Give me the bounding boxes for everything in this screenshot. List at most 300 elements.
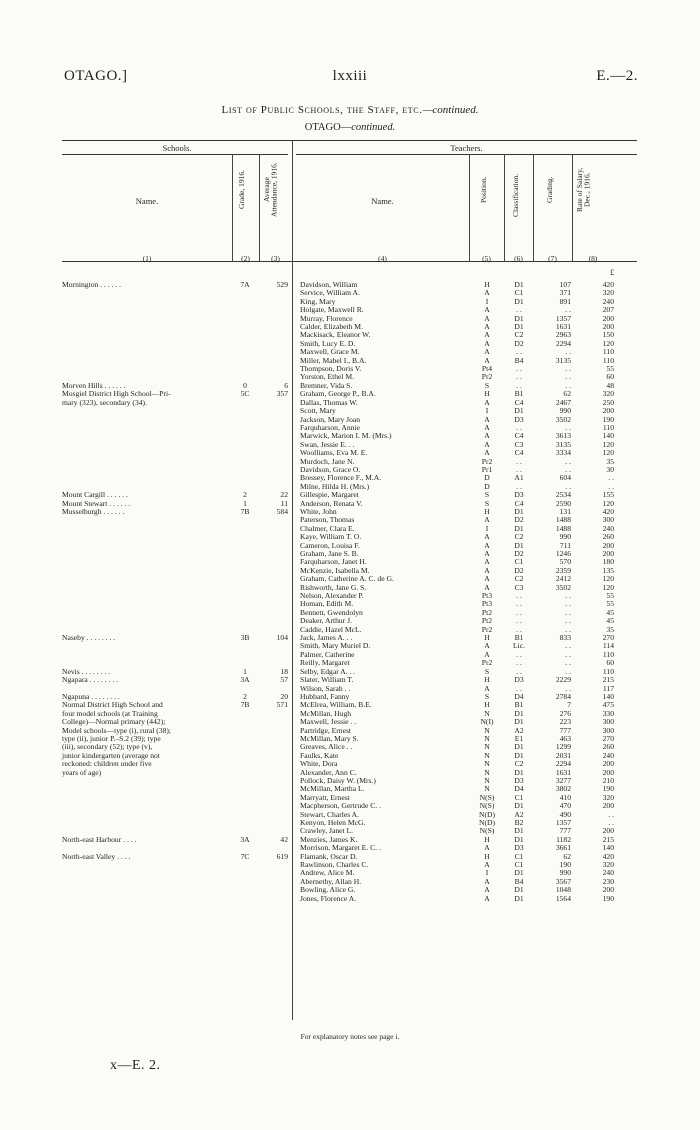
position-cell: A bbox=[484, 641, 490, 651]
position-cell: A bbox=[484, 313, 490, 323]
grading-cell: 3613 bbox=[555, 431, 571, 441]
classification-cell: . . bbox=[516, 305, 522, 315]
position-cell: Pt3 bbox=[481, 599, 493, 609]
col-divider-salary bbox=[572, 154, 573, 262]
classification-cell: A2 bbox=[514, 809, 524, 819]
grading-cell: 3502 bbox=[555, 582, 571, 592]
position-cell: A bbox=[484, 683, 490, 693]
grading-cell: 833 bbox=[559, 633, 571, 643]
position-cell: Pr2 bbox=[481, 624, 493, 634]
teacher-name-cell: Graham, Jane S. B. bbox=[300, 549, 359, 558]
salary-cell: 48 bbox=[606, 380, 614, 390]
col-divider-grade bbox=[232, 154, 233, 262]
classification-cell: E1 bbox=[514, 733, 524, 743]
running-head-right: E.—2. bbox=[596, 68, 638, 84]
position-cell: A bbox=[484, 574, 490, 584]
grade-cell: 3A bbox=[240, 834, 250, 844]
grading-cell: 371 bbox=[559, 288, 571, 298]
classification-cell: D1 bbox=[514, 313, 524, 323]
grading-cell: 1182 bbox=[556, 834, 571, 844]
attendance-cell: 584 bbox=[276, 506, 288, 516]
grade-cell: 1 bbox=[243, 666, 247, 676]
teacher-name-cell: Rawlinson, Charles C. bbox=[300, 860, 369, 870]
grading-cell: 276 bbox=[559, 708, 571, 718]
grading-cell: . . bbox=[565, 666, 571, 676]
title-text: List of Public Schools, the Staff, etc. bbox=[221, 104, 423, 116]
position-cell: A bbox=[484, 322, 490, 332]
grading-cell: . . bbox=[565, 364, 571, 374]
grading-cell: 2467 bbox=[555, 397, 571, 407]
position-cell: Pt2 bbox=[481, 607, 493, 617]
teacher-name-cell: Paterson, Thomas bbox=[300, 515, 355, 525]
page-number: lxxiii bbox=[332, 68, 368, 84]
teacher-name-cell: Morrison, Margaret E. C. . bbox=[300, 843, 381, 853]
position-cell: A bbox=[484, 355, 490, 365]
school-name-cell: four model schools (at Training bbox=[62, 708, 158, 718]
grading-cell: 3135 bbox=[555, 355, 571, 365]
attendance-cell: 18 bbox=[280, 666, 288, 676]
salary-cell: 420 bbox=[602, 506, 614, 516]
teacher-name-cell: Bremner, Vida S. bbox=[300, 380, 353, 390]
salary-cell: 55 bbox=[606, 599, 614, 609]
salary-cell: 55 bbox=[606, 364, 614, 374]
grade-heading: Grade, 1916. bbox=[237, 170, 246, 210]
salary-cell: 200 bbox=[602, 759, 614, 769]
classification-cell: D1 bbox=[514, 834, 524, 844]
classification-cell: A2 bbox=[514, 725, 524, 735]
salary-cell: 114 bbox=[602, 641, 614, 651]
classification-cell: B2 bbox=[514, 818, 524, 827]
grading-cell: 990 bbox=[559, 532, 571, 542]
salary-cell: 190 bbox=[602, 893, 614, 903]
salary-cell: 140 bbox=[602, 843, 614, 853]
salary-cell: 250 bbox=[602, 397, 614, 407]
teachers-group-rule bbox=[296, 154, 637, 155]
position-cell: I bbox=[485, 868, 489, 878]
salary-cell: 300 bbox=[602, 725, 614, 735]
col-number-1: (1) bbox=[142, 254, 152, 263]
teacher-name-cell: Menzies, James K. bbox=[300, 834, 358, 844]
teacher-name-cell: Jack, James A. . . bbox=[300, 633, 353, 643]
position-cell: Pr2 bbox=[481, 456, 493, 466]
position-cell: A bbox=[484, 347, 490, 357]
teacher-name-cell: Farquharson, Janet H. bbox=[300, 557, 367, 567]
grade-cell: 2 bbox=[243, 691, 247, 701]
salary-cell: 110 bbox=[602, 649, 614, 659]
classification-cell: . . bbox=[516, 481, 522, 491]
position-cell: H bbox=[484, 675, 490, 685]
running-head-left: OTAGO.] bbox=[64, 68, 128, 84]
position-cell: A bbox=[484, 860, 490, 870]
grading-cell: 570 bbox=[559, 557, 571, 567]
grading-cell: 777 bbox=[559, 725, 571, 735]
teacher-name-cell: McMillan, Hugh bbox=[300, 708, 352, 718]
grading-cell: 1488 bbox=[555, 523, 571, 533]
position-cell: H bbox=[484, 280, 490, 289]
classification-cell: . . bbox=[516, 666, 522, 676]
footnote: For explanatory notes see page i. bbox=[300, 1032, 400, 1041]
attendance-cell: 357 bbox=[276, 389, 288, 399]
grading-cell: 410 bbox=[559, 792, 571, 802]
teacher-name-cell: Thompson, Doris V. bbox=[300, 364, 362, 374]
grading-cell: 3802 bbox=[555, 784, 571, 794]
grading-cell: 1631 bbox=[555, 322, 571, 332]
teacher-name-cell: Smith, Mary Muriel D. bbox=[300, 641, 371, 651]
teacher-name-cell: Partridge, Ernest bbox=[300, 725, 352, 735]
classification-cell: . . bbox=[516, 624, 522, 634]
school-name-cell: junior kindergarten (average not bbox=[62, 750, 160, 760]
teacher-name-cell: Farquharson, Annie bbox=[300, 422, 360, 432]
salary-cell: 330 bbox=[602, 708, 614, 718]
classification-cell: B4 bbox=[514, 876, 524, 886]
school-name-cell: Ngapara . . . . . . . . bbox=[62, 675, 119, 685]
classification-cell: B1 bbox=[514, 700, 524, 710]
position-cell: N bbox=[484, 767, 490, 777]
table-top-rule bbox=[62, 140, 637, 141]
classification-cell: D1 bbox=[514, 801, 524, 811]
position-cell: S bbox=[484, 380, 490, 390]
teacher-name-cell: Flamank, Oscar D. bbox=[300, 851, 358, 861]
school-name-cell: Mosgiel District High School—Pri- bbox=[62, 389, 171, 399]
salary-cell: 55 bbox=[606, 591, 614, 601]
grading-cell: 3277 bbox=[555, 775, 571, 785]
classification-cell: B4 bbox=[514, 355, 524, 365]
currency-symbol: £ bbox=[610, 268, 614, 277]
position-cell: A bbox=[484, 338, 490, 348]
teacher-name-cell: Cameron, Louisa F. bbox=[300, 540, 360, 550]
classification-cell: C3 bbox=[514, 439, 524, 449]
position-cell: A bbox=[484, 565, 490, 575]
classification-cell: . . bbox=[516, 616, 522, 626]
school-name-cell: Mount Stewart . . . . . . bbox=[62, 498, 131, 508]
col-number-8: (8) bbox=[588, 254, 598, 263]
position-cell: S bbox=[484, 490, 490, 500]
teacher-name-cell: Bressey, Florence F., M.A. bbox=[300, 473, 382, 483]
grading-cell: . . bbox=[565, 372, 571, 382]
attendance-cell: 57 bbox=[280, 675, 288, 685]
classification-cell: D1 bbox=[514, 868, 524, 878]
salary-cell: 120 bbox=[602, 338, 614, 348]
position-cell: A bbox=[484, 557, 490, 567]
salary-cell: 120 bbox=[602, 574, 614, 584]
teacher-name-cell: Stewart, Charles A. bbox=[300, 809, 360, 819]
position-cell: A bbox=[484, 876, 490, 886]
attendance-cell: 6 bbox=[284, 380, 288, 390]
position-cell: A bbox=[484, 893, 490, 903]
grading-cell: 2294 bbox=[555, 759, 571, 769]
attendance-cell: 11 bbox=[280, 498, 288, 508]
school-name-cell: North-east Harbour . . . . bbox=[62, 834, 137, 844]
salary-cell: . . bbox=[608, 473, 614, 483]
position-cell: N(D) bbox=[478, 818, 496, 827]
table-row bbox=[0, 399, 700, 407]
classification-cell: D1 bbox=[514, 708, 524, 718]
teacher-name-cell: Faulks, Kate bbox=[300, 750, 339, 760]
grading-cell: 777 bbox=[559, 826, 571, 836]
teacher-name-cell: Kenyon, Helen McG. bbox=[300, 818, 366, 827]
salary-cell: 110 bbox=[602, 666, 614, 676]
grading-cell: . . bbox=[565, 683, 571, 693]
grading-cell: 3567 bbox=[555, 876, 571, 886]
teacher-name-cell: Gillespie, Margaret bbox=[300, 490, 359, 500]
grade-cell: 7B bbox=[240, 700, 250, 710]
position-cell: A bbox=[484, 549, 490, 558]
attendance-cell: 529 bbox=[276, 280, 288, 289]
grading-cell: . . bbox=[565, 591, 571, 601]
salary-cell: 110 bbox=[602, 422, 614, 432]
grading-cell: 2534 bbox=[555, 490, 571, 500]
grading-cell: 1488 bbox=[555, 515, 571, 525]
grading-cell: 1564 bbox=[555, 893, 571, 903]
classification-cell: D2 bbox=[514, 549, 524, 558]
position-cell: H bbox=[484, 700, 490, 710]
classification-cell: D2 bbox=[514, 338, 524, 348]
grading-cell: 1246 bbox=[555, 549, 571, 558]
school-name-cell: Mount Cargill . . . . . . bbox=[62, 490, 128, 500]
school-name-cell: (iii), secondary (52); type (v), bbox=[62, 742, 153, 752]
classification-cell: D4 bbox=[514, 691, 524, 701]
teacher-name-cell: Slater, William T. bbox=[300, 675, 354, 685]
position-cell: N bbox=[484, 742, 490, 752]
position-cell: I bbox=[485, 406, 489, 416]
position-cell: A bbox=[484, 843, 490, 853]
salary-cell: 300 bbox=[602, 717, 614, 727]
teacher-name-cell: Marryatt, Ernest bbox=[300, 792, 350, 802]
table-row bbox=[0, 651, 700, 659]
teacher-name-cell: White, John bbox=[300, 506, 337, 516]
grading-cell: . . bbox=[565, 624, 571, 634]
salary-cell: . . bbox=[608, 481, 614, 491]
salary-cell: . . bbox=[608, 818, 614, 827]
teacher-name-cell: Alexander, Ann C. bbox=[300, 767, 357, 777]
grading-cell: . . bbox=[565, 347, 571, 357]
position-cell: Pt4 bbox=[481, 364, 493, 374]
teacher-name-cell: Bowling, Alice G. bbox=[300, 885, 356, 895]
classification-cell: . . bbox=[516, 649, 522, 659]
grading-cell: 62 bbox=[563, 389, 571, 399]
grading-cell: 2359 bbox=[555, 565, 571, 575]
position-cell: N(I) bbox=[480, 717, 494, 727]
school-name-cell: North-east Valley . . . . bbox=[62, 851, 131, 861]
salary-cell: 240 bbox=[602, 750, 614, 760]
salary-cell: 120 bbox=[602, 582, 614, 592]
salary-heading: Rate of Salary, Dec., 1916. bbox=[575, 167, 592, 213]
teacher-name-cell: Scott, Mary bbox=[300, 406, 336, 416]
teacher-name-cell: Yorston, Ethel M. bbox=[300, 372, 355, 382]
attendance-cell: 22 bbox=[280, 490, 288, 500]
salary-cell: 110 bbox=[602, 347, 614, 357]
position-cell: A bbox=[484, 397, 490, 407]
grade-cell: 5C bbox=[240, 389, 250, 399]
classification-cell: . . bbox=[516, 599, 522, 609]
table-row bbox=[0, 785, 700, 793]
position-cell: A bbox=[484, 885, 490, 895]
classification-cell: C4 bbox=[514, 397, 524, 407]
salary-cell: 110 bbox=[602, 355, 614, 365]
teacher-name-cell: Chalmer, Clara E. bbox=[300, 523, 355, 533]
salary-cell: 120 bbox=[602, 448, 614, 458]
classification-cell: D1 bbox=[514, 406, 524, 416]
teacher-name-cell: Palmer, Catherine bbox=[300, 649, 355, 659]
grading-cell: 891 bbox=[559, 296, 571, 306]
grading-cell: . . bbox=[565, 607, 571, 617]
salary-cell: 180 bbox=[602, 557, 614, 567]
salary-cell: 260 bbox=[602, 742, 614, 752]
position-cell: Pr1 bbox=[481, 464, 493, 474]
position-cell: A bbox=[484, 532, 490, 542]
teacher-name-cell: Greaves, Alice . . bbox=[300, 742, 353, 752]
attendance-cell: 571 bbox=[276, 700, 288, 710]
salary-cell: 270 bbox=[602, 733, 614, 743]
region-subtitle bbox=[0, 122, 700, 133]
position-cell: N(S) bbox=[479, 792, 495, 802]
grading-cell: 2590 bbox=[555, 498, 571, 508]
salary-cell: 200 bbox=[602, 313, 614, 323]
salary-cell: 200 bbox=[602, 549, 614, 558]
table-row bbox=[0, 895, 700, 903]
classification-cell: C3 bbox=[514, 582, 524, 592]
classification-cell: D3 bbox=[514, 675, 524, 685]
table-row bbox=[0, 676, 700, 684]
position-cell: N bbox=[484, 784, 490, 794]
school-name-cell: Naseby . . . . . . . . bbox=[62, 633, 116, 643]
teacher-name-heading: Name. bbox=[371, 196, 394, 206]
schools-heading: Schools. bbox=[162, 143, 192, 153]
teacher-name-cell: Reilly, Margaret bbox=[300, 658, 350, 668]
col-number-4: (4) bbox=[378, 254, 387, 263]
salary-cell: 200 bbox=[602, 540, 614, 550]
col-number-3: (3) bbox=[271, 254, 280, 263]
classification-cell: D1 bbox=[514, 280, 524, 289]
salary-cell: 420 bbox=[602, 280, 614, 289]
classification-cell: D1 bbox=[514, 540, 524, 550]
salary-cell: 210 bbox=[602, 775, 614, 785]
classification-cell: C2 bbox=[514, 759, 524, 769]
salary-cell: . . bbox=[608, 809, 614, 819]
position-cell: Pt2 bbox=[481, 616, 493, 626]
grading-cell: 223 bbox=[559, 717, 571, 727]
grading-cell: 1299 bbox=[555, 742, 571, 752]
grading-cell: 1357 bbox=[555, 818, 571, 827]
position-cell: D bbox=[484, 481, 490, 491]
salary-cell: 200 bbox=[602, 801, 614, 811]
grading-cell: . . bbox=[565, 422, 571, 432]
grade-cell: 7C bbox=[240, 851, 250, 861]
classification-cell: D3 bbox=[514, 843, 524, 853]
salary-cell: 475 bbox=[602, 700, 614, 710]
grading-cell: 3661 bbox=[555, 843, 571, 853]
grading-cell: 463 bbox=[559, 733, 571, 743]
teacher-name-cell: Maxwell, Grace M. bbox=[300, 347, 360, 357]
classification-cell: D1 bbox=[514, 767, 524, 777]
salary-cell: 35 bbox=[606, 456, 614, 466]
region-continued: continued. bbox=[351, 122, 396, 133]
teacher-name-cell: Woolliams, Eva M. E. bbox=[300, 448, 368, 458]
school-name-cell: Mornington . . . . . . bbox=[62, 280, 122, 289]
teacher-name-cell: Crawley, Janet L. bbox=[300, 826, 354, 836]
teacher-name-cell: Kaye, William T. O. bbox=[300, 532, 362, 542]
teacher-name-cell: Miller, Mabel I., B.A. bbox=[300, 355, 367, 365]
salary-cell: 117 bbox=[602, 683, 614, 693]
salary-cell: 320 bbox=[602, 792, 614, 802]
grading-cell: 2229 bbox=[555, 675, 571, 685]
teacher-name-cell: Service, William A. bbox=[300, 288, 360, 298]
school-name-cell: mary (323), secondary (34). bbox=[62, 397, 147, 407]
position-heading: Position. bbox=[479, 176, 488, 204]
title-continued: —continued. bbox=[422, 104, 479, 116]
grading-cell: . . bbox=[565, 380, 571, 390]
classification-cell: . . bbox=[516, 422, 522, 432]
school-name-cell: reckoned: children under five bbox=[62, 759, 152, 769]
position-cell: I bbox=[485, 523, 489, 533]
grading-cell: 990 bbox=[559, 406, 571, 416]
grading-cell: . . bbox=[565, 305, 571, 315]
position-cell: N bbox=[484, 708, 490, 718]
salary-cell: 320 bbox=[602, 288, 614, 298]
grading-heading: Grading. bbox=[545, 176, 554, 204]
school-name-cell: Morven Hills . . . . . . bbox=[62, 380, 126, 390]
salary-cell: 150 bbox=[602, 330, 614, 340]
teacher-name-cell: Deaker, Arthur J. bbox=[300, 616, 352, 626]
position-cell: A bbox=[484, 422, 490, 432]
grade-cell: 3A bbox=[240, 675, 250, 685]
teacher-name-cell: Calder, Elizabeth M. bbox=[300, 322, 363, 332]
classification-cell: D1 bbox=[514, 750, 524, 760]
grade-cell: 0 bbox=[243, 380, 247, 390]
salary-cell: 155 bbox=[602, 490, 614, 500]
attendance-cell: 104 bbox=[276, 633, 288, 643]
school-name-cell: years of age) bbox=[62, 767, 102, 777]
position-cell: A bbox=[484, 414, 490, 424]
school-name-cell: Ngapuna . . . . . . . . bbox=[62, 691, 120, 701]
position-cell: A bbox=[484, 649, 490, 659]
salary-cell: 260 bbox=[602, 532, 614, 542]
grading-cell: 107 bbox=[559, 280, 571, 289]
salary-cell: 200 bbox=[602, 322, 614, 332]
salary-cell: 230 bbox=[602, 876, 614, 886]
position-cell: A bbox=[484, 540, 490, 550]
teacher-name-cell: Dallas, Thomas W. bbox=[300, 397, 358, 407]
salary-cell: 300 bbox=[602, 515, 614, 525]
position-cell: N bbox=[484, 775, 490, 785]
position-cell: Pr2 bbox=[481, 658, 493, 668]
grading-cell: 470 bbox=[559, 801, 571, 811]
position-cell: I bbox=[485, 296, 489, 306]
grading-cell: 3135 bbox=[555, 439, 571, 449]
classification-cell: C2 bbox=[514, 330, 524, 340]
col-number-2: (2) bbox=[241, 254, 250, 263]
teacher-name-cell: McElrea, William, B.E. bbox=[300, 700, 372, 710]
position-cell: S bbox=[484, 666, 490, 676]
grading-cell: 190 bbox=[559, 860, 571, 870]
classification-cell: D1 bbox=[514, 826, 524, 836]
attendance-cell: 20 bbox=[280, 691, 288, 701]
col-divider-classification bbox=[504, 154, 505, 262]
salary-cell: 120 bbox=[602, 498, 614, 508]
grading-cell: 3502 bbox=[555, 414, 571, 424]
teacher-name-cell: Davidson, William bbox=[300, 280, 358, 289]
teacher-name-cell: McMillan, Martha L. bbox=[300, 784, 365, 794]
school-name-cell: Musselburgh . . . . . . bbox=[62, 506, 125, 516]
teacher-name-cell: Milne, Hilda H. (Mrs.) bbox=[300, 481, 370, 491]
teacher-name-cell: Swan, Jessie E. . . bbox=[300, 439, 355, 449]
classification-cell: D1 bbox=[514, 523, 524, 533]
classification-cell: D1 bbox=[514, 742, 524, 752]
classification-cell: . . bbox=[516, 347, 522, 357]
school-name-cell: type (ii), junior P.–S.2 (39); type bbox=[62, 733, 161, 743]
table-title bbox=[0, 104, 700, 116]
attendance-cell: 619 bbox=[276, 851, 288, 861]
